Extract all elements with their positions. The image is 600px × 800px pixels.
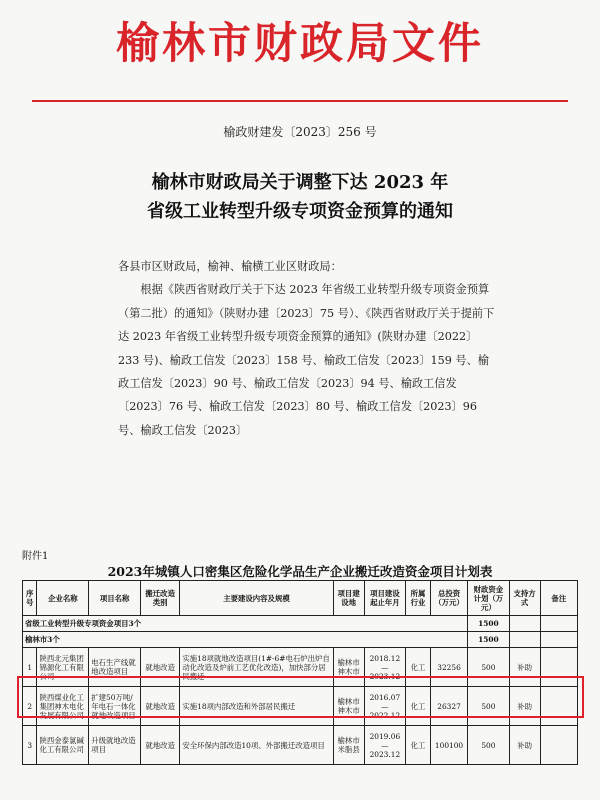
header-cell: 搬迁改造类别 — [141, 581, 180, 616]
section-amount: 1500 — [468, 616, 509, 632]
period: 2016.07—2022.12 — [364, 687, 405, 726]
header-cell: 备注 — [540, 581, 577, 616]
row-number: 2 — [23, 687, 37, 726]
support: 补助 — [509, 687, 540, 726]
document-body — [118, 255, 498, 442]
document-number: 榆政财建发〔2023〕256 号 — [223, 125, 377, 139]
industry: 化工 — [406, 687, 431, 726]
content: 安全环保内部改造10项、外部搬迁改造项目 — [180, 726, 333, 765]
header-cell: 项目建设起止年月 — [364, 581, 405, 616]
fund: 500 — [468, 687, 509, 726]
header-cell: 所属行业 — [406, 581, 431, 616]
support: 补助 — [509, 648, 540, 687]
project-plan-table — [22, 580, 578, 765]
category: 就地改造 — [141, 726, 180, 765]
salutation: 各县市区财政局，榆神、榆横工业区财政局： — [118, 260, 342, 273]
company-name: 陕西金泰氯碱化工有限公司 — [37, 726, 89, 765]
fund: 500 — [468, 726, 509, 765]
highlight-box — [17, 676, 584, 718]
table-title: 2023年城镇人口密集区危险化学品生产企业搬迁改造资金项目计划表 — [107, 564, 493, 579]
header-cell: 主要建设内容及规模 — [180, 581, 333, 616]
note — [540, 726, 577, 765]
project-name: 升级就地改造项目 — [89, 726, 141, 765]
body-paragraph: 根据《陕西省财政厅关于下达 2023 年省级工业转型升级专项资金预算（第二批）的通知》（陕财办建〔2023〕75 号）、《陕西省财政厅关于提前下达 2023 年省级工业转型升级专项资金预算的通知》(陕财办建〔2022〕233 号)、榆政工信发〔2023〕158 号、榆政工信发〔2023〕159 号、榆政工信发〔2023〕90 号、榆政工信发〔2023〕94 号、榆政工信发〔2023〕76 号、榆政工信发〔2023〕80 号、榆政工信发〔2023〕96 号、榆政工信发〔2023〕 — [118, 283, 495, 437]
location: 榆林市神木市 — [333, 687, 364, 726]
investment: 32256 — [430, 648, 467, 687]
investment: 26327 — [430, 687, 467, 726]
fund: 500 — [468, 648, 509, 687]
org-header: 榆林市财政局文件 — [116, 19, 484, 69]
project-name: 电石生产线就地改造项目 — [89, 648, 141, 687]
header-cell: 支持方式 — [509, 581, 540, 616]
header-cell: 财政资金计划（万元） — [468, 581, 509, 616]
document-title-line1: 榆林市财政局关于调整下达 2023 年 — [151, 172, 449, 193]
red-divider — [32, 100, 568, 102]
row-number: 1 — [23, 648, 37, 687]
investment: 100100 — [430, 726, 467, 765]
header-cell: 项目建设地 — [333, 581, 364, 616]
header-cell: 总投资（万元） — [430, 581, 467, 616]
category: 就地改造 — [141, 648, 180, 687]
document-title-line2: 省级工业转型升级专项资金预算的通知 — [147, 201, 453, 222]
project-name: 扩建50万吨/年电石一体化就地改造项目 — [89, 687, 141, 726]
category: 就地改造 — [141, 687, 180, 726]
company-name: 陕西北元集团锦源化工有限公司 — [37, 648, 89, 687]
section-label: 榆林市3个 — [23, 632, 468, 648]
location: 榆林市神木市 — [333, 648, 364, 687]
header-cell: 项目名称 — [89, 581, 141, 616]
section-amount: 1500 — [468, 632, 509, 648]
industry: 化工 — [406, 726, 431, 765]
section-row-city — [23, 632, 578, 648]
header-cell: 企业名称 — [37, 581, 89, 616]
section-row-provincial — [23, 616, 578, 632]
table-header-row — [23, 581, 578, 616]
content: 实施18项就地改造项目(1#-6#电石炉出炉自动化改造及炉前工艺优化改造)，加快部分居民搬迁 — [180, 648, 333, 687]
attachment-label: 附件1 — [22, 551, 49, 562]
period: 2018.12—2023.12 — [364, 648, 405, 687]
row-number: 3 — [23, 726, 37, 765]
section-label: 省级工业转型升级专项资金项目3个 — [23, 616, 468, 632]
industry: 化工 — [406, 648, 431, 687]
company-name: 陕西煤业化工集团神木电化发展有限公司 — [37, 687, 89, 726]
period: 2019.06—2023.12 — [364, 726, 405, 765]
support: 补助 — [509, 726, 540, 765]
content: 实施18项内部改造和外部居民搬迁 — [180, 687, 333, 726]
header-cell: 序号 — [23, 581, 37, 616]
table-row — [23, 726, 578, 765]
location: 榆林市米脂县 — [333, 726, 364, 765]
